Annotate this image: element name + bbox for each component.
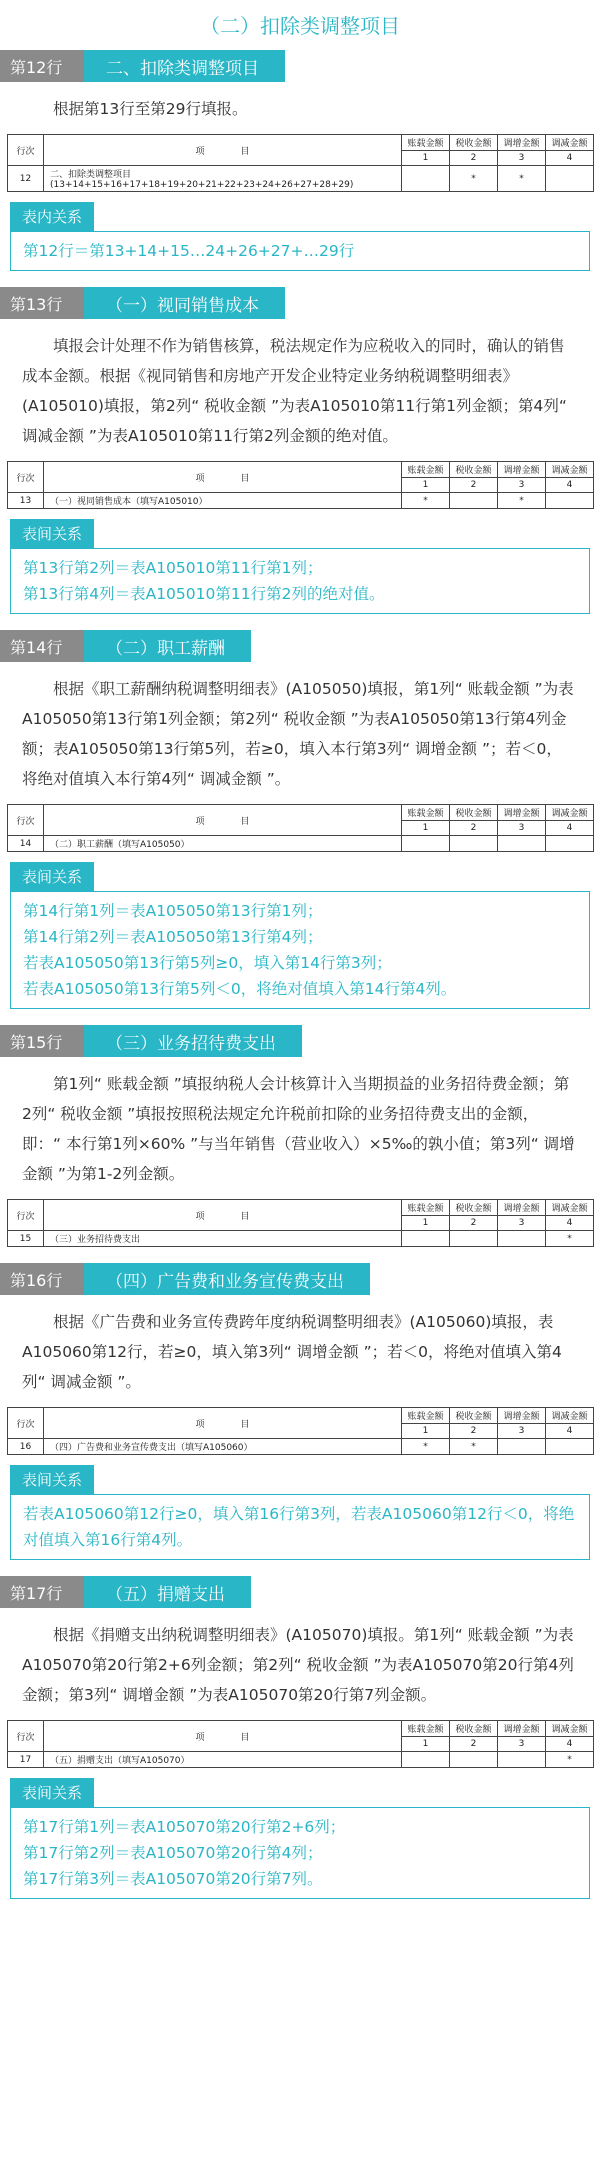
header-colnum-4: 4 xyxy=(546,1737,594,1752)
header-hangci: 行次 xyxy=(8,1200,44,1231)
row-name-text: （一）视同销售成本（填写A105010） xyxy=(50,497,208,507)
header-xiangmu: 项 目 xyxy=(44,1721,402,1752)
relation-tag: 表内关系 xyxy=(10,202,94,231)
row-name xyxy=(44,493,402,509)
header-col-2: 税收金额 xyxy=(450,135,498,151)
relation-box xyxy=(10,548,590,614)
row-cell-3 xyxy=(498,836,546,852)
header-xiangmu: 项 目 xyxy=(44,1200,402,1231)
section-title: （一）视同销售成本 xyxy=(84,287,285,319)
row-num: 15 xyxy=(8,1231,44,1247)
header-colnum-2: 2 xyxy=(450,1216,498,1231)
relation-line: 第14行第1列＝表A105050第13行第1列； xyxy=(23,902,323,920)
header-col-3: 调增金额 xyxy=(498,1721,546,1737)
section-header xyxy=(0,50,600,82)
section-row-4 xyxy=(0,1263,600,1560)
header-col-1: 账载金额 xyxy=(402,805,450,821)
row-num: 14 xyxy=(8,836,44,852)
header-hangci: 行次 xyxy=(8,1721,44,1752)
section-header xyxy=(0,630,600,662)
row-cell-2: * xyxy=(450,1439,498,1455)
header-hangci: 行次 xyxy=(8,135,44,166)
header-col-4: 调减金额 xyxy=(546,1721,594,1737)
row-cell-2 xyxy=(450,493,498,509)
header-col-3: 调增金额 xyxy=(498,462,546,478)
relation-line: 第13行第2列＝表A105010第11行第1列； xyxy=(23,559,323,577)
relation-line: 第14行第2列＝表A105050第13行第4列； xyxy=(23,928,323,946)
section-header xyxy=(0,287,600,319)
header-col-3: 调增金额 xyxy=(498,1408,546,1424)
row-cell-3 xyxy=(498,1439,546,1455)
section-paragraph: 根据第13行至第29行填报。 xyxy=(53,100,248,118)
form-table xyxy=(7,134,594,192)
row-cell-4 xyxy=(546,1439,594,1455)
section-paragraph: 根据《职工薪酬纳税调整明细表》(A105050)填报，第1列“ 账载金额 ”为表A105050第13行第1列金额；第2列“ 税收金额 ”为表A105050第13行第4列金额；表A105050第13行第5列，若≥0，填入本行第3列“ 调增金额 ”；若＜0，将绝对值填入本行第4列“ 调减金额 ”。 xyxy=(22,680,574,788)
relation-line: 第13行第4列＝表A105010第11行第2列的绝对值。 xyxy=(23,585,385,603)
header-col-2: 税收金额 xyxy=(450,1721,498,1737)
relation-box xyxy=(10,231,590,271)
header-colnum-4: 4 xyxy=(546,151,594,166)
section-paragraph: 根据《捐赠支出纳税调整明细表》(A105070)填报。第1列“ 账载金额 ”为表A105070第20行第2+6列金额；第2列“ 税收金额 ”为表A105070第20行第4列金额；第3列“ 调增金额 ”为表A105070第20行第7列金额。 xyxy=(22,1626,574,1704)
row-cell-1 xyxy=(402,1752,450,1768)
header-col-1: 账载金额 xyxy=(402,1200,450,1216)
section-header xyxy=(0,1025,600,1057)
header-colnum-3: 3 xyxy=(498,1424,546,1439)
row-cell-2 xyxy=(450,836,498,852)
header-colnum-3: 3 xyxy=(498,1737,546,1752)
row-cell-1: * xyxy=(402,493,450,509)
header-colnum-4: 4 xyxy=(546,1424,594,1439)
row-cell-3 xyxy=(498,1752,546,1768)
row-cell-3 xyxy=(498,1231,546,1247)
header-colnum-2: 2 xyxy=(450,1737,498,1752)
row-cell-2 xyxy=(450,1752,498,1768)
relation-tag: 表间关系 xyxy=(10,1465,94,1494)
row-cell-4: * xyxy=(546,1752,594,1768)
header-hangci: 行次 xyxy=(8,462,44,493)
header-colnum-1: 1 xyxy=(402,151,450,166)
header-colnum-4: 4 xyxy=(546,478,594,493)
header-colnum-1: 1 xyxy=(402,1216,450,1231)
row-cell-4: * xyxy=(546,1231,594,1247)
relation-tag: 表间关系 xyxy=(10,1778,94,1807)
section-paragraph: 填报会计处理不作为销售核算，税法规定作为应税收入的同时，确认的销售成本金额。根据《视同销售和房地产开发企业特定业务纳税调整明细表》(A105010)填报，第2列“ 税收金额 ”为表A105010第11行第1列金额；第4列“ 调减金额 ”为表A105010第11行第2列金额的绝对值。 xyxy=(22,337,567,445)
header-colnum-3: 3 xyxy=(498,151,546,166)
relation-line: 若表A105060第12行≥0，填入第16行第3列，若表A105060第12行＜0，将绝对值填入第16行第4列。 xyxy=(23,1505,575,1549)
row-number-label: 第12行 xyxy=(0,50,84,82)
relation-box xyxy=(10,1494,590,1560)
row-num: 16 xyxy=(8,1439,44,1455)
header-col-4: 调减金额 xyxy=(546,1408,594,1424)
header-hangci: 行次 xyxy=(8,805,44,836)
row-number-label: 第16行 xyxy=(0,1263,84,1295)
header-col-4: 调减金额 xyxy=(546,805,594,821)
row-cell-4 xyxy=(546,166,594,192)
relation-line: 若表A105050第13行第5列≥0，填入第14行第3列； xyxy=(23,954,392,972)
form-table xyxy=(7,461,594,509)
section-paragraph: 根据《广告费和业务宣传费跨年度纳税调整明细表》(A105060)填报，表A105060第12行，若≥0，填入第3列“ 调增金额 ”；若＜0，将绝对值填入第4列“ 调减金额 ”。 xyxy=(22,1313,562,1391)
header-colnum-2: 2 xyxy=(450,1424,498,1439)
header-col-1: 账载金额 xyxy=(402,135,450,151)
header-xiangmu: 项 目 xyxy=(44,135,402,166)
section-title: 二、扣除类调整项目 xyxy=(84,50,285,82)
table-row xyxy=(8,1231,594,1247)
section-title: （二）职工薪酬 xyxy=(84,630,251,662)
relation-line: 第17行第3列＝表A105070第20行第7列。 xyxy=(23,1870,323,1888)
header-col-3: 调增金额 xyxy=(498,805,546,821)
row-name xyxy=(44,166,402,192)
table-row xyxy=(8,1439,594,1455)
section-row-5 xyxy=(0,1576,600,1899)
header-colnum-1: 1 xyxy=(402,478,450,493)
header-colnum-3: 3 xyxy=(498,821,546,836)
section-row-0 xyxy=(0,50,600,271)
header-col-1: 账载金额 xyxy=(402,462,450,478)
relation-box xyxy=(10,1807,590,1899)
row-name xyxy=(44,1752,402,1768)
section-row-1 xyxy=(0,287,600,614)
table-row xyxy=(8,836,594,852)
header-colnum-1: 1 xyxy=(402,1424,450,1439)
row-num: 12 xyxy=(8,166,44,192)
relation-line: 第17行第1列＝表A105070第20行第2+6列； xyxy=(23,1818,346,1836)
row-num: 13 xyxy=(8,493,44,509)
header-xiangmu: 项 目 xyxy=(44,805,402,836)
form-table xyxy=(7,804,594,852)
header-colnum-1: 1 xyxy=(402,1737,450,1752)
header-xiangmu: 项 目 xyxy=(44,462,402,493)
header-colnum-1: 1 xyxy=(402,821,450,836)
header-col-4: 调减金额 xyxy=(546,462,594,478)
row-name xyxy=(44,1231,402,1247)
row-cell-2: * xyxy=(450,166,498,192)
header-xiangmu: 项 目 xyxy=(44,1408,402,1439)
table-row xyxy=(8,166,594,192)
row-number-label: 第13行 xyxy=(0,287,84,319)
form-table xyxy=(7,1720,594,1768)
header-colnum-2: 2 xyxy=(450,151,498,166)
page-title: （二）扣除类调整项目 xyxy=(200,14,400,38)
row-num: 17 xyxy=(8,1752,44,1768)
row-cell-1 xyxy=(402,166,450,192)
relation-line: 第17行第2列＝表A105070第20行第4列； xyxy=(23,1844,323,1862)
header-col-2: 税收金额 xyxy=(450,805,498,821)
relation-box xyxy=(10,891,590,1009)
row-name-text: （二）职工薪酬（填写A105050） xyxy=(50,840,190,850)
section-title: （四）广告费和业务宣传费支出 xyxy=(84,1263,370,1295)
table-row xyxy=(8,493,594,509)
section-title: （五）捐赠支出 xyxy=(84,1576,251,1608)
row-name-text: （五）捐赠支出（填写A105070） xyxy=(50,1756,190,1766)
section-row-2 xyxy=(0,630,600,1009)
row-cell-3: * xyxy=(498,166,546,192)
relation-tag: 表间关系 xyxy=(10,519,94,548)
header-colnum-2: 2 xyxy=(450,821,498,836)
section-paragraph: 第1列“ 账载金额 ”填报纳税人会计核算计入当期损益的业务招待费金额；第2列“ 税收金额 ”填报按照税法规定允许税前扣除的业务招待费支出的金额，即：“ 本行第1列×60% ”与当年销售（营业收入）×5‰的孰小值；第3列“ 调增金额 ”为第1-2列金额。 xyxy=(22,1075,575,1183)
header-col-4: 调减金额 xyxy=(546,1200,594,1216)
row-name-formula: (13+14+15+16+17+18+19+20+21+22+23+24+26+27+28+29) xyxy=(50,180,354,190)
form-table xyxy=(7,1407,594,1455)
header-colnum-4: 4 xyxy=(546,1216,594,1231)
row-cell-1: * xyxy=(402,1439,450,1455)
row-name-text: （三）业务招待费支出 xyxy=(50,1235,141,1245)
relation-line: 若表A105050第13行第5列＜0，将绝对值填入第14行第4列。 xyxy=(23,980,457,998)
row-name xyxy=(44,836,402,852)
header-col-1: 账载金额 xyxy=(402,1408,450,1424)
header-col-2: 税收金额 xyxy=(450,1408,498,1424)
row-cell-4 xyxy=(546,836,594,852)
relation-line: 第12行＝第13+14+15…24+26+27+…29行 xyxy=(23,242,355,260)
row-cell-3: * xyxy=(498,493,546,509)
header-colnum-4: 4 xyxy=(546,821,594,836)
row-number-label: 第15行 xyxy=(0,1025,84,1057)
section-header xyxy=(0,1263,600,1295)
relation-tag: 表间关系 xyxy=(10,862,94,891)
form-table xyxy=(7,1199,594,1247)
section-header xyxy=(0,1576,600,1608)
header-col-4: 调减金额 xyxy=(546,135,594,151)
header-col-1: 账载金额 xyxy=(402,1721,450,1737)
row-cell-1 xyxy=(402,836,450,852)
row-cell-4 xyxy=(546,493,594,509)
header-colnum-3: 3 xyxy=(498,1216,546,1231)
row-name-text: 二、扣除类调整项目 xyxy=(50,170,132,180)
header-col-3: 调增金额 xyxy=(498,135,546,151)
row-cell-2 xyxy=(450,1231,498,1247)
table-row xyxy=(8,1752,594,1768)
header-col-3: 调增金额 xyxy=(498,1200,546,1216)
row-number-label: 第14行 xyxy=(0,630,84,662)
header-col-2: 税收金额 xyxy=(450,1200,498,1216)
header-col-2: 税收金额 xyxy=(450,462,498,478)
row-number-label: 第17行 xyxy=(0,1576,84,1608)
sections-container xyxy=(0,50,600,1899)
header-hangci: 行次 xyxy=(8,1408,44,1439)
row-name-text: （四）广告费和业务宣传费支出（填写A105060） xyxy=(50,1443,253,1453)
row-name xyxy=(44,1439,402,1455)
header-colnum-2: 2 xyxy=(450,478,498,493)
header-colnum-3: 3 xyxy=(498,478,546,493)
section-title: （三）业务招待费支出 xyxy=(84,1025,302,1057)
row-cell-1 xyxy=(402,1231,450,1247)
section-row-3 xyxy=(0,1025,600,1247)
